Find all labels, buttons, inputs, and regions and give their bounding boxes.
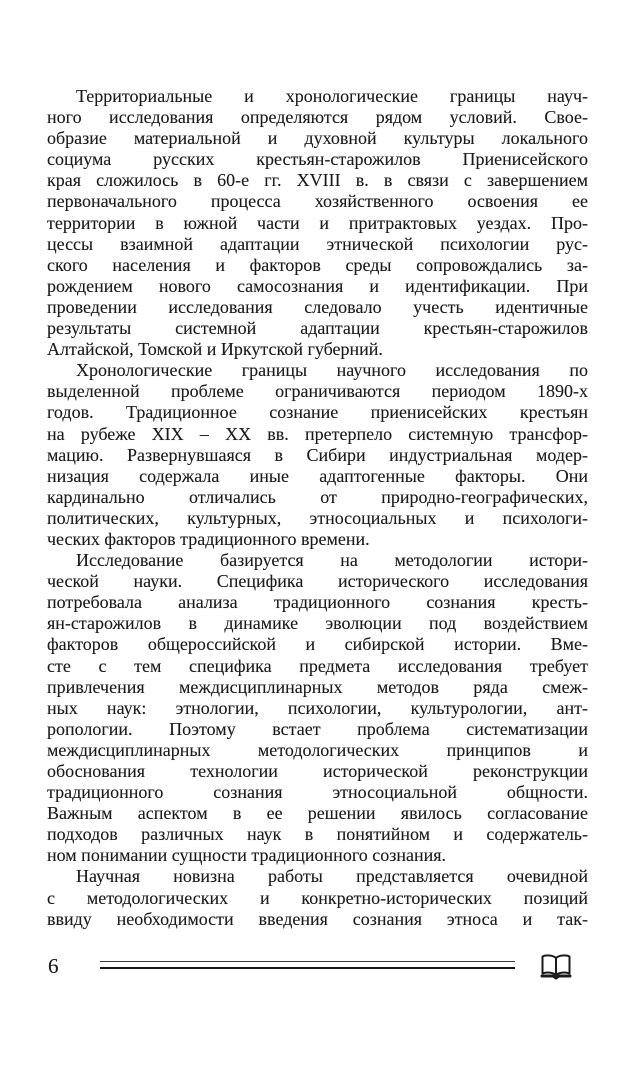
text-line: междисциплинарных методологических принципов и xyxy=(47,739,588,760)
text-line: Алтайской, Томской и Иркутской губерний. xyxy=(47,339,383,360)
text-line: проведении исследования следовало учесть идентичные xyxy=(47,296,588,317)
text-line: первоначального процесса хозяйственного освоения ее xyxy=(47,191,588,212)
text-line: края сложилось в 60-е гг. XVIII в. в связи с завершением xyxy=(47,170,588,191)
text-line: результаты системной адаптации крестьян-старожилов xyxy=(47,318,588,339)
text-line: сте с тем специфика предмета исследования требует xyxy=(47,655,588,676)
text-line: Важным аспектом в ее решении явилось согласование xyxy=(47,803,588,824)
text-block xyxy=(47,86,588,930)
paragraph xyxy=(47,866,588,929)
paragraph xyxy=(47,360,588,550)
text-line: ропологии. Поэтому встает проблема систематизации xyxy=(47,718,588,739)
text-line: подходов различных наук в понятийном и содержатель- xyxy=(47,824,588,845)
footer-divider xyxy=(100,961,515,969)
text-line: политических, культурных, этносоциальных и психологи- xyxy=(47,507,588,528)
text-line: ном понимании сущности традиционного сознания. xyxy=(47,845,447,866)
text-line: Хронологические границы научного исследования по xyxy=(76,360,588,381)
text-line: ческих факторов традиционного времени. xyxy=(47,528,370,549)
text-line: мацию. Развернувшаяся в Сибири индустриальная модер- xyxy=(47,444,588,465)
text-line: обоснования технологии исторической реконструкции xyxy=(47,761,588,781)
paragraph xyxy=(47,86,588,360)
text-line: выделенной проблеме ограничиваются периодом 1890-х xyxy=(47,381,588,402)
text-line: ян-старожилов в динамике эволюции под воздействием xyxy=(47,613,588,634)
paragraph xyxy=(47,550,588,866)
text-line: образие материальной и духовной культуры локального xyxy=(47,128,588,149)
text-line: ного исследования определяются рядом условий. Свое- xyxy=(47,107,588,128)
text-line: территории в южной части и притрактовых уездах. Про- xyxy=(47,212,588,233)
text-line: с методологических и конкретно-исторических позиций xyxy=(47,887,588,908)
page-number: 6 xyxy=(48,954,59,978)
text-line: ввиду необходимости введения сознания этноса и так- xyxy=(47,908,588,929)
text-line: традиционного сознания этносоциальной общности. xyxy=(47,782,588,803)
text-line: цессы взаимной адаптации этнической психологии рус- xyxy=(47,233,588,254)
text-line: факторов общероссийской и сибирской истории. Вме- xyxy=(47,634,588,655)
text-line: Исследование базируется на методологии истори- xyxy=(76,550,588,571)
text-line: рождением нового самосознания и идентификации. При xyxy=(47,275,588,296)
text-line: кардинально отличались от природно-географических, xyxy=(47,486,588,507)
text-line: Территориальные и хронологические границы науч- xyxy=(76,86,588,106)
text-line: социума русских крестьян-старожилов Приенисейского xyxy=(47,149,588,170)
text-line: низация содержала иные адаптогенные факторы. Они xyxy=(47,465,588,486)
text-line: ных наук: этнологии, психологии, культурологии, ант- xyxy=(47,697,588,718)
text-line: ческой науки. Специфика исторического исследования xyxy=(47,571,588,592)
text-line: на рубеже XIX – XX вв. претерпело системную трансфор- xyxy=(47,423,588,444)
text-line: Научная новизна работы представляется очевидной xyxy=(76,866,588,887)
text-line: привлечения междисциплинарных методов ряда смеж- xyxy=(47,676,588,697)
open-book-icon xyxy=(540,953,572,980)
text-line: потребовала анализа традиционного сознания кресть- xyxy=(47,592,588,613)
text-line: годов. Традиционное сознание приенисейских крестьян xyxy=(47,402,588,423)
text-line: ского населения и факторов среды сопровождались за- xyxy=(47,254,588,275)
